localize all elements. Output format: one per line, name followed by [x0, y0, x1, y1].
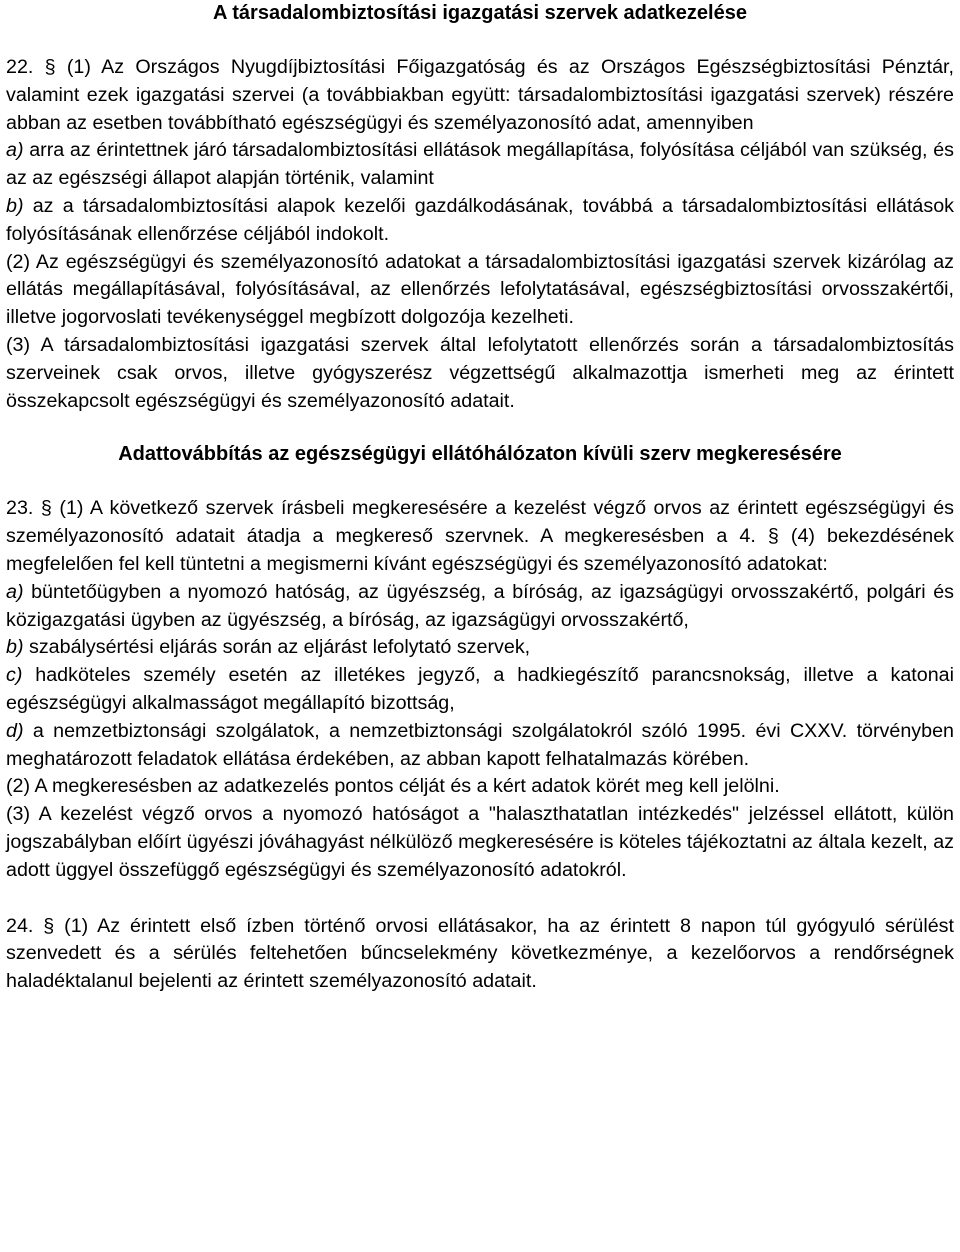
item-text-b: az a társadalombiztosítási alapok kezelői gazdálkodásának, továbbá a társadalombiztosítási ellátások folyósításának ellenőrzése céljából indokolt. [6, 194, 954, 245]
section-24 [6, 913, 954, 996]
item-letter-b: b) [6, 194, 24, 217]
item-letter-d: d) [6, 719, 24, 742]
item-letter-a: a) [6, 580, 24, 603]
paragraph-22-3: (3) A társadalombiztosítási igazgatási szervek által lefolytatott ellenőrzés során a társadalombiztosítás szerveinek csak orvos, illetve gyógyszerész végzettségű alkalmazottja ismerheti meg az érintett összekapcsolt egészségügyi és személyazonosító adatait. [6, 333, 954, 412]
item-text-a: büntetőügyben a nyomozó hatóság, az ügyészség, a bíróság, az igazságügyi orvosszakértő, polgári és közigazgatási ügyben az ügyészség, a bíróság, az igazságügyi orvosszakértő, [6, 580, 954, 631]
item-text-b: szabálysértési eljárás során az eljárást lefolytató szervek, [23, 636, 531, 659]
section-22 [6, 54, 954, 415]
item-text-c: hadköteles személy esetén az illetékes jegyző, a hadkiegészítő parancsnokság, illetve a katonai egészségügyi alkalmasságot megállapító bizottság, [6, 664, 954, 714]
page-title: A társadalombiztosítási igazgatási szervek adatkezelése [213, 2, 747, 24]
paragraph-22-2: (2) Az egészségügyi és személyazonosító adatokat a társadalombiztosítási igazgatási szervek kizárólag az ellátás megállapításával, folyósításával, az ellenőrzés lefolytatásával, egészségbiztosítási orvosszakértői, illetve jogorvoslati tevékenységgel megbízott dolgozója kezelheti. [6, 250, 954, 329]
paragraph-22-1 [6, 54, 954, 249]
section-23 [6, 495, 954, 884]
list-item-c [6, 662, 954, 718]
list-item-a [6, 579, 954, 635]
paragraph-23-2: (2) A megkeresésben az adatkezelés pontos célját és a kért adatok körét meg kell jelölni. [6, 775, 780, 798]
list-item-d [6, 718, 954, 774]
item-text-d: a nemzetbiztonsági szolgálatok, a nemzetbiztonsági szolgálatokról szóló 1995. évi CXXV. törvényben meghatározott feladatok ellátása érdekében, az abban kapott felhatalmazás körében. [6, 719, 954, 770]
paragraph-22-1-intro: 22. § (1) Az Országos Nyugdíjbiztosítási Főigazgatóság és az Országos Egészségbiztosítási Pénztár, valamint ezek igazgatási szervei (a továbbiakban együtt: társadalombiztosítási igazgatási szervek) részére abban az esetben továbbítható egészségügyi és személyazonosító adat, amennyiben [6, 56, 954, 134]
section-subtitle: Adattovábbítás az egészségügyi ellátóhálózaton kívüli szerv megkeresésére [118, 443, 842, 466]
item-letter-c: c) [6, 664, 23, 687]
paragraph-23-3: (3) A kezelést végző orvos a nyomozó hatóságot a "halaszthatatlan intézkedés" jelzéssel ellátott, külön jogszabályban előírt ügyészi jóváhagyást nélkülöző megkeresésére is köteles tájékoztatni az általa kezelt, az adott üggyel összefüggő egészségügyi és személyazonosító adatokról. [6, 803, 954, 881]
paragraph-24-1: 24. § (1) Az érintett első ízben történő orvosi ellátásakor, ha az érintett 8 napon túl gyógyuló sérülést szenvedett és a sérülés feltehetően bűncselekmény következménye, a kezelőorvos a rendőrségnek haladéktalanul bejelenti az érintett személyazonosító adatait. [6, 914, 954, 993]
item-text-a: arra az érintettnek járó társadalombiztosítási ellátások megállapítása, folyósítása céljából van szükség, és az az egészségi állapot alapján történik, valamint [6, 139, 954, 190]
item-letter-b: b) [6, 636, 24, 659]
item-letter-a: a) [6, 139, 24, 162]
paragraph-23-1: 23. § (1) A következő szervek írásbeli megkeresésére a kezelést végző orvos az érintett egészségügyi és személyazonosító adatait átadja a megkereső szervnek. A megkeresésben a 4. § (4) bekezdésének megfelelően fel kell tüntetni a megismerni kívánt egészségügyi és személyazonosító adatokat: [6, 497, 954, 575]
list-item-b [6, 634, 954, 662]
